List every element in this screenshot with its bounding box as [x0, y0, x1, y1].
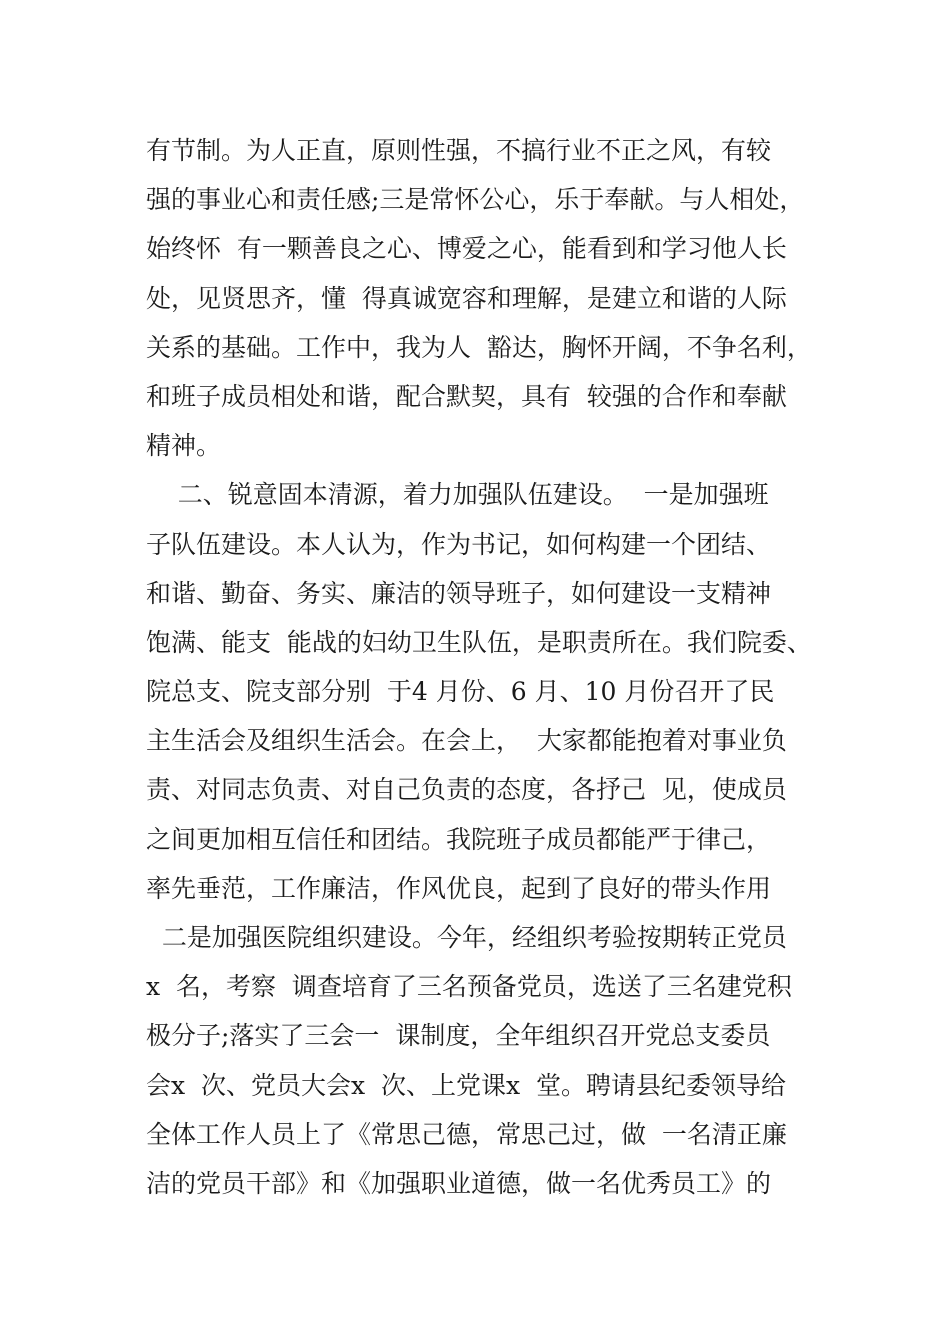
text-line: 会x 次、党员大会x 次、上党课x 堂。聘请县纪委领导给 — [146, 1070, 786, 1100]
text-line: 全体工作人员上了《常思己德，常思己过，做 一名清正廉 — [146, 1119, 787, 1149]
text-line: 责、对同志负责、对自己负责的态度，各抒己 见，使成员 — [146, 775, 787, 805]
text-line: 饱满、能支 能战的妇幼卫生队伍，是职责所在。我们院委、 — [146, 627, 812, 657]
text-line: 关系的基础。工作中，我为人 豁达，胸怀开阔，不争名利， — [146, 332, 812, 362]
text-line: x 名，考察 调查培育了三名预备党员，选送了三名建党积 — [146, 972, 792, 1002]
text-line: 洁的党员干部》和《加强职业道德，做一名优秀员工》的 — [146, 1168, 772, 1198]
text-line: 主生活会及组织生活会。在会上， 大家都能抱着对事业负 — [146, 726, 787, 756]
text-line: 之间更加相互信任和团结。我院班子成员都能严于律己， — [146, 824, 772, 854]
text-line: 和谐、勤奋、务实、廉洁的领导班子，如何建设一支精神 — [146, 578, 772, 608]
text-line: 处，见贤思齐，懂 得真诚宽容和理解，是建立和谐的人际 — [146, 283, 787, 313]
text-line: 极分子;落实了三会一 课制度，全年组织召开党总支委员 — [146, 1021, 771, 1051]
text-line: 和班子成员相处和谐，配合默契，具有 较强的合作和奉献 — [146, 381, 787, 411]
document-body — [146, 126, 846, 1208]
text-line: 有节制。为人正直，原则性强，不搞行业不正之风，有较 — [146, 136, 772, 165]
text-line: 率先垂范，工作廉洁，作风优良，起到了良好的带头作用 — [146, 873, 772, 903]
text-line: 精神。 — [146, 431, 222, 461]
text-line: 二是加强医院组织建设。今年，经组织考验按期转正党员 — [146, 923, 787, 952]
text-line: 始终怀 有一颗善良之心、博爱之心，能看到和学习他人长 — [146, 234, 787, 264]
text-line: 子队伍建设。本人认为，作为书记，如何构建一个团结、 — [146, 529, 772, 559]
text-line: 强的事业心和责任感;三是常怀公心，乐于奉献。与人相处， — [146, 185, 805, 215]
text-line: 院总支、院支部分别 于4 月份、6 月、10 月份召开了民 — [146, 677, 775, 707]
text-line: 二、锐意固本清源，着力加强队伍建设。 一是加强班 — [146, 480, 769, 510]
